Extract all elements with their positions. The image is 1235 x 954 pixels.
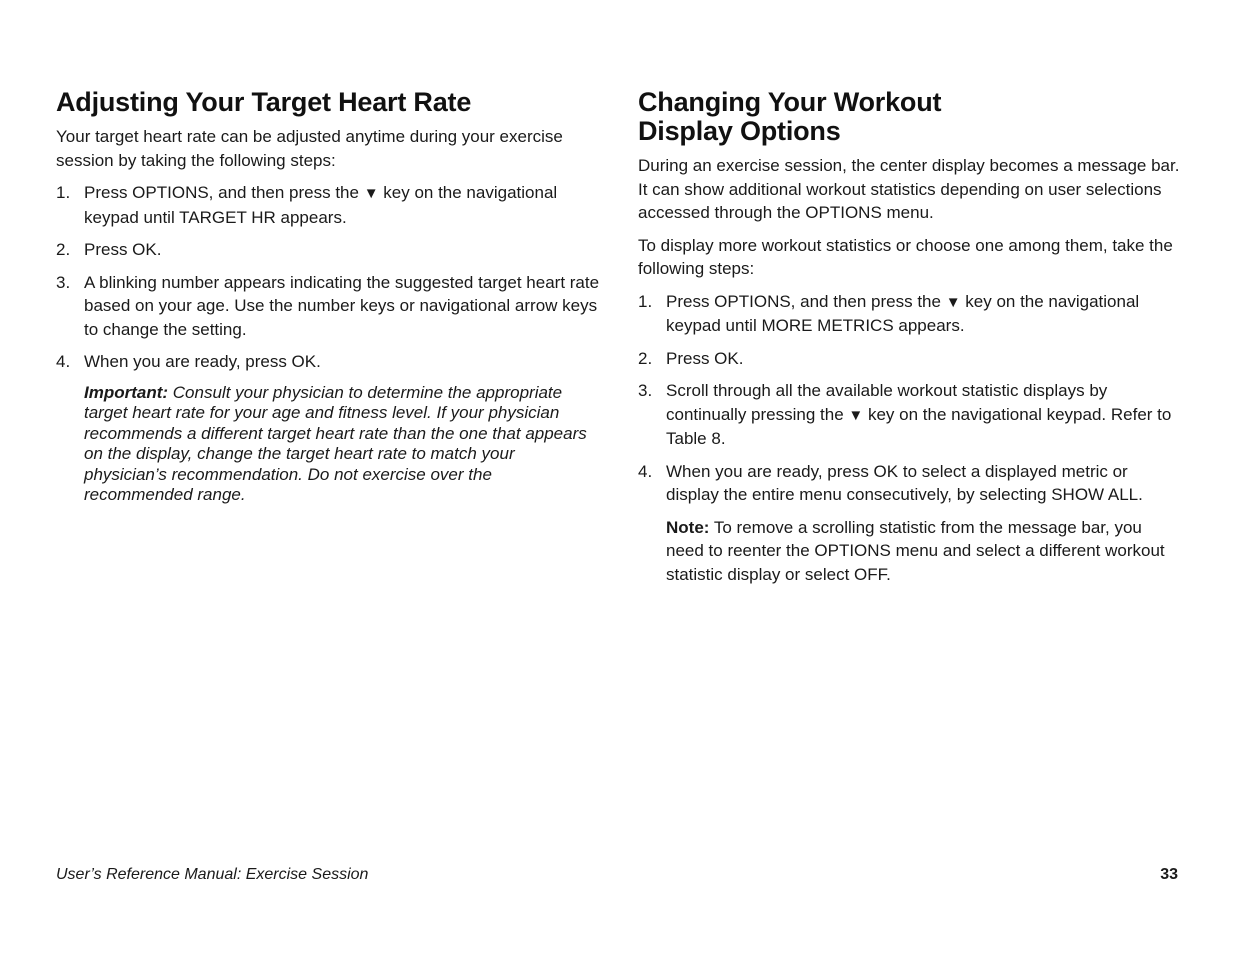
step-text: key on the navigational keypad until MORE METRICS appears.: [666, 291, 1140, 335]
step-number: 3.: [56, 272, 71, 292]
step-number: 2.: [56, 240, 71, 259]
note: [666, 516, 1183, 587]
list-item: [638, 379, 1183, 451]
left-column: [56, 88, 601, 506]
step-text: Scroll through all the available workout statistic displays by continually pressing the: [666, 381, 1108, 424]
step-number: 4.: [638, 461, 653, 481]
list-item: [638, 460, 1183, 507]
important-note: [84, 383, 601, 506]
intro-paragraph: Your target heart rate can be adjusted anytime during your exercise session by taking the following steps:: [56, 127, 563, 170]
step-number: 3.: [638, 381, 653, 400]
list-item: [56, 181, 601, 229]
list-item: [638, 290, 1183, 338]
important-text: Consult your physician to determine the appropriate target heart rate for your age and fitness level. If your physician recommends a different target heart rate than the one that appears on the display, change the target heart rate to match your physician’s recommendation. Do not exercise over the recommended range.: [84, 382, 587, 504]
section-title-target-heart-rate: Adjusting Your Target Heart Rate: [56, 87, 472, 117]
paragraph-message-bar: During an exercise session, the center display becomes a message bar. It can show additional workout statistics depending on user selections accessed through the OPTIONS menu.: [638, 156, 1180, 222]
step-text: Press OK.: [666, 348, 744, 368]
paragraph-steps-intro: To display more workout statistics or choose one among them, take the following steps:: [638, 235, 1173, 278]
section-title-display-options: [638, 88, 1183, 146]
steps-list: [638, 290, 1183, 507]
step-number: 1.: [56, 183, 71, 202]
down-triangle-icon: ▼: [945, 293, 961, 311]
step-text: A blinking number appears indicating the suggested target heart rate based on your age. Use the number keys or navigational arrow keys to change the setting.: [84, 272, 600, 339]
down-triangle-icon: ▼: [848, 406, 864, 424]
list-item: [638, 347, 1183, 371]
step-text: Press OPTIONS, and then press the: [666, 291, 946, 311]
step-text: Press OPTIONS, and then press the: [84, 183, 364, 202]
step-text: When you are ready, press OK to select a displayed metric or display the entire menu consecutively, by selecting SHOW ALL.: [666, 461, 1143, 504]
footer-manual-title: User’s Reference Manual: Exercise Session: [56, 866, 369, 883]
title-line-2: Display Options: [638, 116, 841, 146]
important-label: Important:: [84, 382, 169, 402]
step-text: key on the navigational keypad. Refer to Table 8.: [666, 404, 1172, 448]
note-text: To remove a scrolling statistic from the message bar, you need to reenter the OPTIONS menu and select a different workout statistic display or select OFF.: [666, 517, 1165, 584]
step-number: 2.: [638, 348, 653, 368]
down-triangle-icon: ▼: [363, 185, 379, 202]
note-label: Note:: [666, 517, 710, 537]
list-item: [56, 238, 601, 262]
steps-list: [56, 181, 601, 374]
step-text: key on the navigational keypad until TARGET HR appears.: [84, 183, 558, 227]
right-column: [638, 88, 1183, 586]
step-number: 1.: [638, 291, 653, 311]
page-number: 33: [1160, 866, 1178, 883]
list-item: [56, 350, 601, 374]
title-line-1: Changing Your Workout: [638, 87, 942, 117]
step-text: Press OK.: [84, 240, 162, 259]
list-item: [56, 271, 601, 342]
step-number: 4.: [56, 352, 71, 371]
step-text: When you are ready, press OK.: [84, 352, 321, 371]
